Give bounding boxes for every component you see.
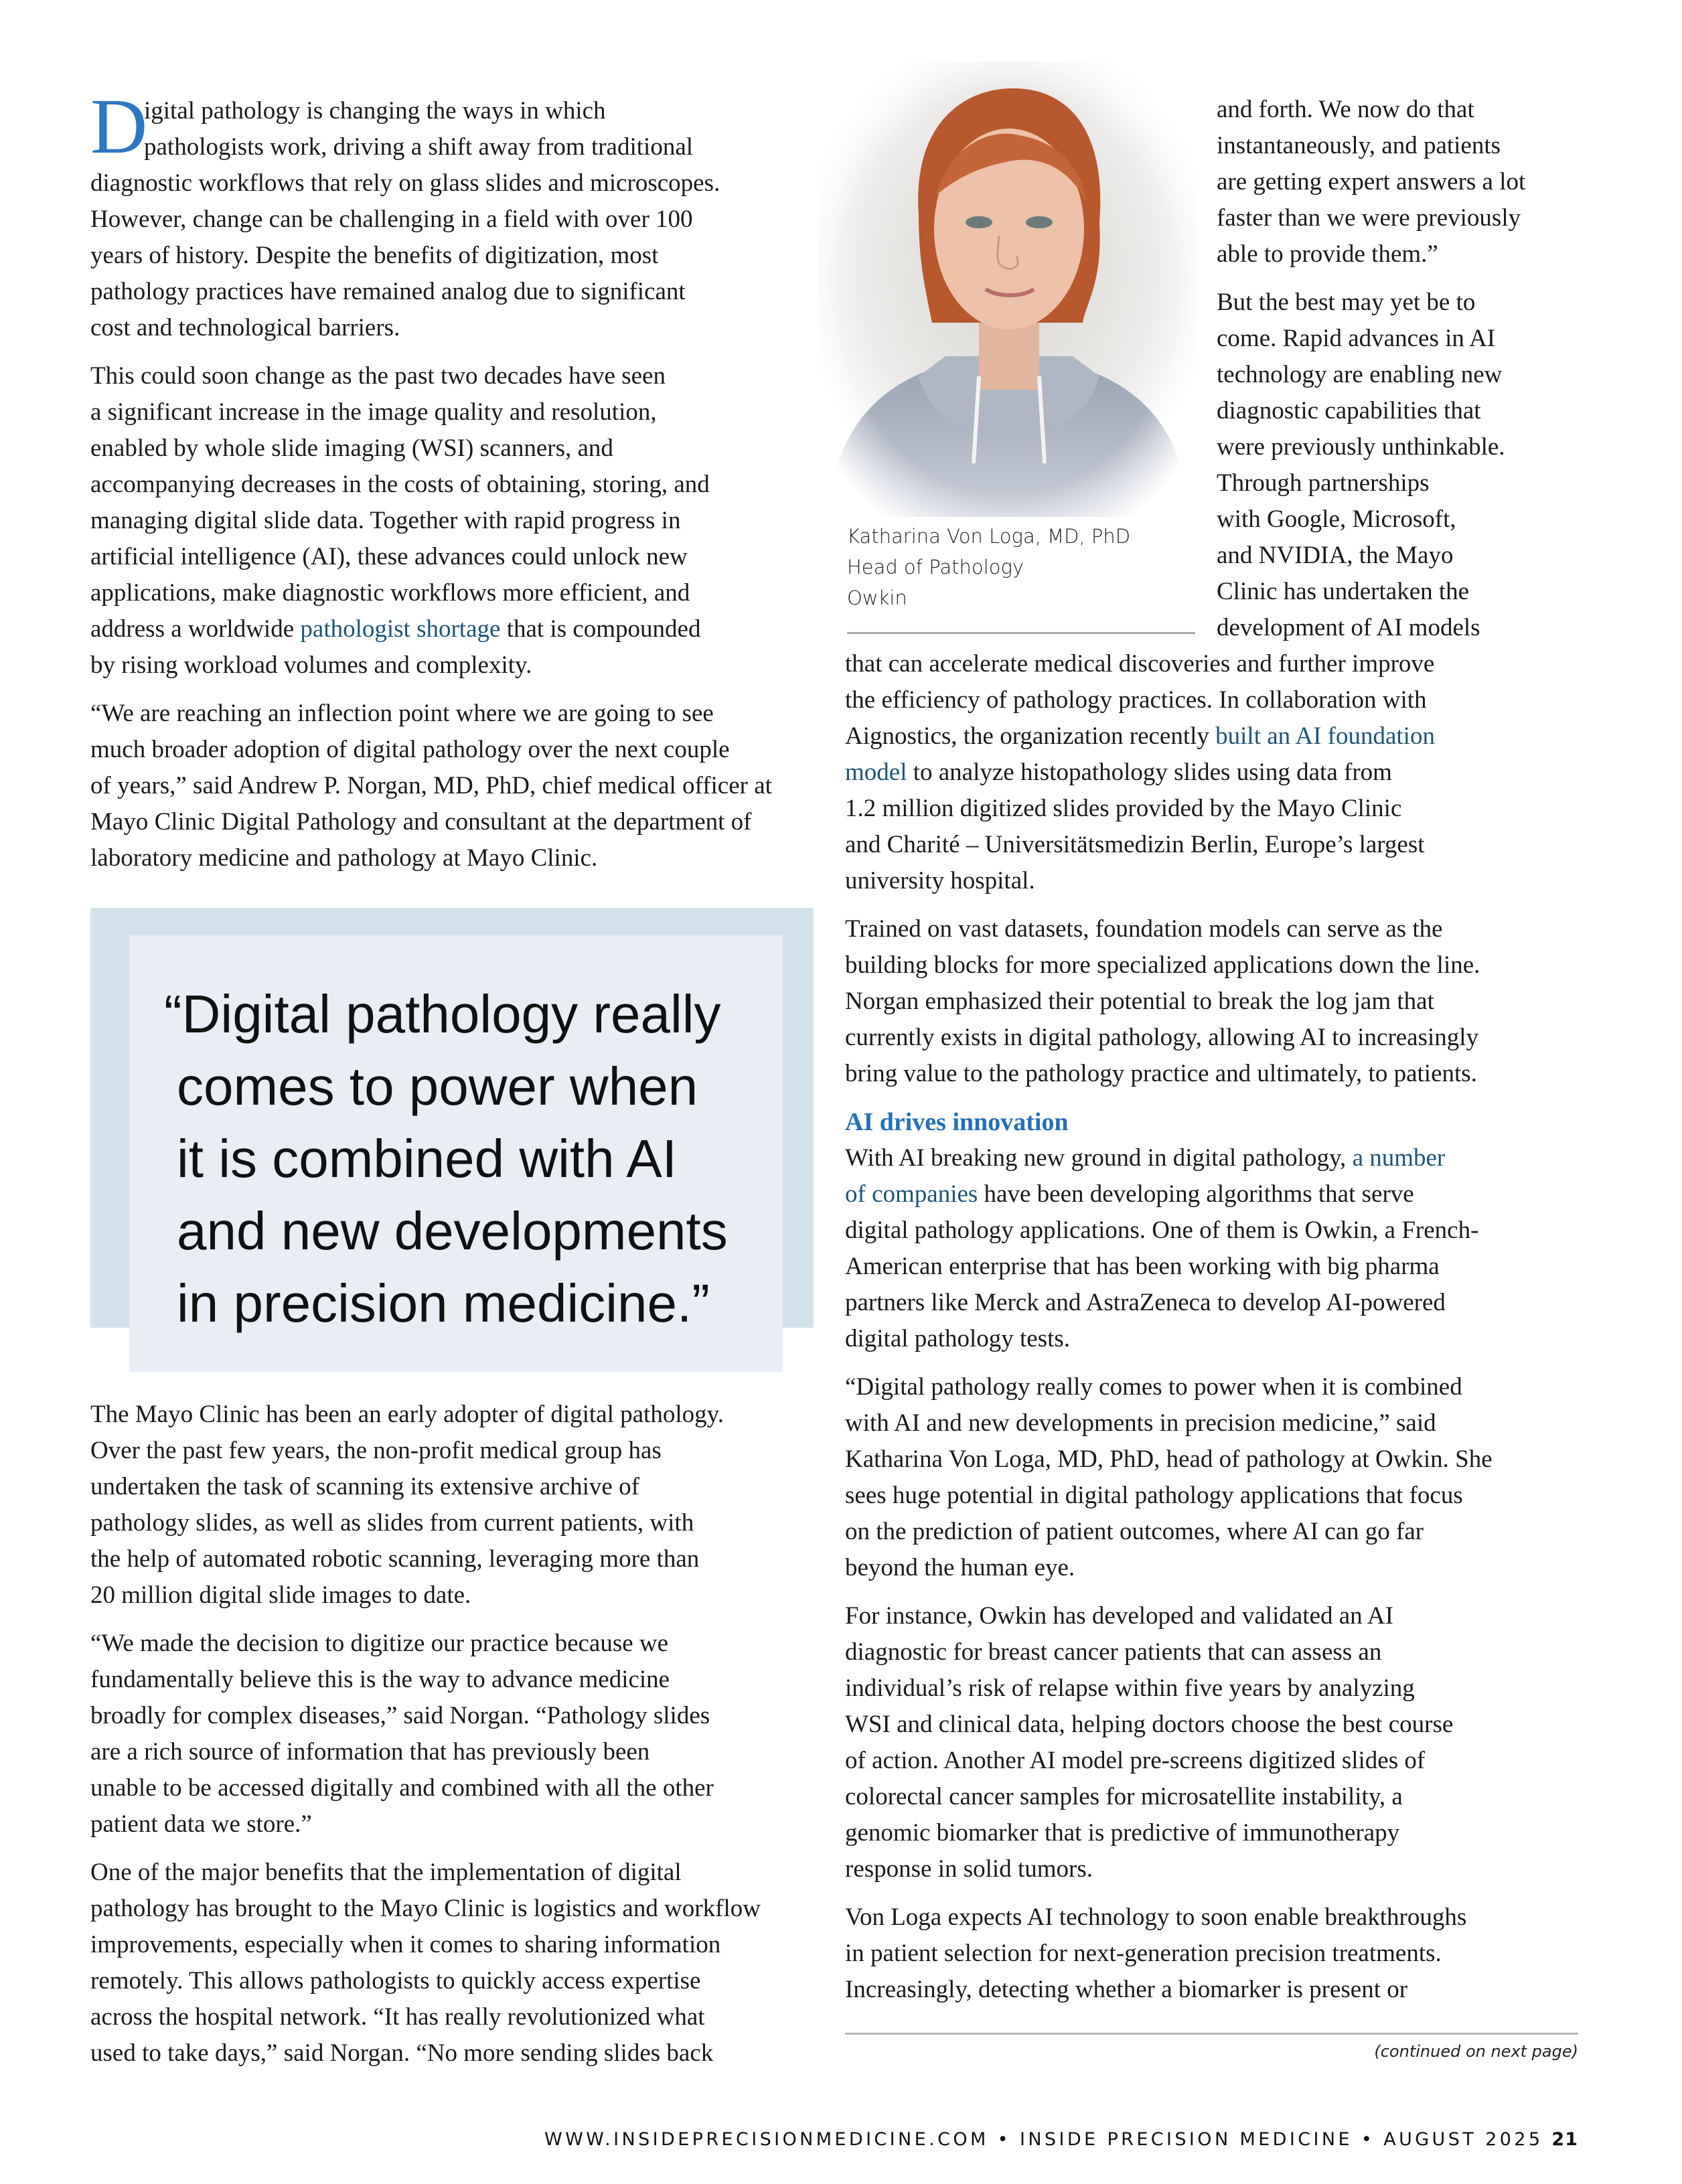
section-heading: AI drives innovation: [845, 1108, 1069, 1136]
paragraph: [90, 1397, 814, 1614]
text-line: pathology slides, as well as slides from current patients, with: [90, 1509, 694, 1537]
text-line: much broader adoption of digital pathology over the next couple: [90, 736, 730, 763]
text-line: This could soon change as the past two decades have seen: [90, 362, 666, 390]
text-segment: address a worldwide: [90, 615, 301, 643]
text-line: igital pathology is changing the ways in which: [144, 97, 606, 125]
left-column-bottom: [90, 1397, 814, 2084]
text-line: with Google, Microsoft,: [1217, 505, 1456, 533]
text-line: partners like Merck and AstraZeneca to develop AI-powered: [845, 1289, 1446, 1316]
text-line: Von Loga expects AI technology to soon enable breakthroughs: [845, 1903, 1467, 1931]
text-line: American enterprise that has been working with big pharma: [845, 1253, 1440, 1280]
text-line: genomic biomarker that is predictive of immunotherapy: [845, 1819, 1400, 1847]
text-line: instantaneously, and patients: [1217, 132, 1501, 159]
text-line: a significant increase in the image quality and resolution,: [90, 398, 657, 426]
paragraph: [90, 696, 814, 876]
text-line: Through partnerships: [1217, 469, 1430, 497]
text-line: Mayo Clinic Digital Pathology and consultant at the department of: [90, 808, 752, 836]
text-line: by rising workload volumes and complexity.: [90, 651, 532, 679]
text-line: Clinic has undertaken the: [1217, 578, 1470, 605]
text-line: [845, 1176, 1578, 1213]
text-line: with AI and new developments in precision medicine,” said: [845, 1409, 1436, 1437]
text-line: sees huge potential in digital pathology applications that focus: [845, 1482, 1463, 1509]
footer-text: WWW.INSIDEPRECISIONMEDICINE.COM • INSIDE PRECISION MEDICINE • AUGUST 2025: [544, 2129, 1543, 2150]
text-line: diagnostic for breast cancer patients that can assess an: [845, 1638, 1382, 1666]
text-line: currently exists in digital pathology, allowing AI to increasingly: [845, 1024, 1479, 1051]
text-line: used to take days,” said Norgan. “No more sending slides back: [90, 2039, 714, 2067]
text-line: response in solid tumors.: [845, 1855, 1093, 1883]
drop-cap: D: [90, 82, 148, 170]
text-segment: to analyze histopathology slides using data from: [907, 759, 1392, 786]
text-line: that can accelerate medical discoveries and further improve: [845, 650, 1435, 678]
paragraph: [845, 1369, 1578, 1586]
continued-note: (continued on next page): [1374, 2042, 1578, 2061]
text-line: laboratory medicine and pathology at Mayo Clinic.: [90, 844, 598, 872]
pull-quote-line: “Digital pathology really: [164, 984, 721, 1044]
text-line: across the hospital network. “It has really revolutionized what: [90, 2003, 705, 2031]
right-column: [845, 92, 1578, 2020]
paragraph: [90, 358, 814, 684]
inline-link[interactable]: model: [845, 759, 907, 786]
text-line: remotely. This allows pathologists to quickly access expertise: [90, 1967, 701, 1995]
text-line: [845, 718, 1578, 755]
text-line: broadly for complex diseases,” said Norgan. “Pathology slides: [90, 1702, 710, 1729]
text-line: in patient selection for next-generation precision treatments.: [845, 1940, 1442, 1967]
text-line: For instance, Owkin has developed and validated an AI: [845, 1602, 1393, 1630]
text-segment: Aignostics, the organization recently: [845, 722, 1216, 750]
text-line: digital pathology tests.: [845, 1325, 1071, 1352]
text-line: managing digital slide data. Together with rapid progress in: [90, 507, 681, 534]
text-line: and Charité – Universitätsmedizin Berlin, Europe’s largest: [845, 831, 1425, 858]
text-line: colorectal cancer samples for microsatellite instability, a: [845, 1783, 1403, 1810]
paragraph: [845, 1598, 1578, 1887]
text-line: improvements, especially when it comes to sharing information: [90, 1931, 721, 1958]
left-column-top: [90, 82, 814, 888]
text-line: accompanying decreases in the costs of obtaining, storing, and: [90, 471, 710, 498]
text-line: and forth. We now do that: [1217, 96, 1474, 123]
pull-quote-line: in precision medicine.”: [177, 1273, 710, 1333]
text-line: development of AI models: [1217, 614, 1480, 641]
text-line: pathology practices have remained analog due to significant: [90, 278, 686, 305]
text-line: fundamentally believe this is the way to advance medicine: [90, 1666, 670, 1693]
paragraph: [90, 82, 814, 346]
paragraph: [845, 911, 1578, 1092]
text-line: enabled by whole slide imaging (WSI) scanners, and: [90, 435, 613, 462]
pull-quote-line: it is combined with AI: [177, 1129, 677, 1188]
text-line: bring value to the pathology practice and ultimately, to patients.: [845, 1060, 1477, 1087]
pull-quote-line: and new developments: [177, 1201, 728, 1261]
text-line: [845, 1140, 1578, 1176]
inline-link[interactable]: pathologist shortage: [300, 615, 501, 643]
text-line: and NVIDIA, the Mayo: [1217, 542, 1454, 569]
text-line: able to provide them.”: [1217, 240, 1438, 268]
text-line: are getting expert answers a lot: [1217, 168, 1526, 196]
text-line: “We are reaching an inflection point where we are going to see: [90, 700, 714, 727]
paragraph: [845, 1140, 1578, 1357]
text-line: “We made the decision to digitize our practice because we: [90, 1630, 669, 1657]
text-line: applications, make diagnostic workflows more efficient, and: [90, 579, 690, 607]
text-line: patient data we store.”: [90, 1810, 312, 1838]
paragraph: [90, 1855, 814, 2072]
text-line: digital pathology applications. One of them is Owkin, a French-: [845, 1217, 1479, 1244]
bottom-divider: [845, 2033, 1578, 2035]
pull-quote: [164, 978, 728, 1340]
text-line: the help of automated robotic scanning, leveraging more than: [90, 1545, 700, 1573]
text-line: undertaken the task of scanning its extensive archive of: [90, 1473, 639, 1500]
text-line: of action. Another AI model pre-screens digitized slides of: [845, 1747, 1426, 1774]
text-segment: With AI breaking new ground in digital pathology,: [845, 1144, 1353, 1172]
text-line: cost and technological barriers.: [90, 314, 400, 341]
text-line: unable to be accessed digitally and combined with all the other: [90, 1774, 714, 1802]
paragraph: [845, 92, 1578, 272]
text-line: come. Rapid advances in AI: [1217, 325, 1496, 352]
pull-quote-line: comes to power when: [177, 1057, 698, 1116]
text-line: diagnostic capabilities that: [1217, 397, 1481, 424]
text-line: building blocks for more specialized applications down the line.: [845, 951, 1480, 979]
text-line: of years,” said Andrew P. Norgan, MD, PhD, chief medical officer at: [90, 772, 772, 799]
text-segment: that is compounded: [500, 615, 701, 643]
text-line: [90, 611, 814, 647]
paragraph: [845, 285, 1578, 899]
text-line: Katharina Von Loga, MD, PhD, head of pathology at Owkin. She: [845, 1446, 1493, 1473]
caption-title: Head of Pathology: [847, 556, 1024, 578]
text-line: pathology has brought to the Mayo Clinic is logistics and workflow: [90, 1895, 761, 1922]
text-line: technology are enabling new: [1217, 361, 1503, 388]
inline-link[interactable]: of companies: [845, 1180, 978, 1208]
text-line: pathologists work, driving a shift away from traditional: [144, 133, 694, 161]
text-line: “Digital pathology really comes to power when it is combined: [845, 1373, 1462, 1401]
caption-org: Owkin: [847, 587, 907, 609]
text-line: individual’s risk of relapse within five years by analyzing: [845, 1674, 1415, 1702]
text-line: But the best may yet be to: [1217, 289, 1476, 316]
text-line: beyond the human eye.: [845, 1554, 1075, 1581]
text-line: faster than we were previously: [1217, 204, 1521, 232]
text-line: The Mayo Clinic has been an early adopter of digital pathology.: [90, 1401, 724, 1428]
paragraph: [90, 1626, 814, 1843]
text-line: are a rich source of information that has previously been: [90, 1738, 650, 1766]
text-segment: have been developing algorithms that serve: [978, 1180, 1414, 1208]
text-line: diagnostic workflows that rely on glass slides and microscopes.: [90, 169, 720, 197]
text-line: [845, 755, 1578, 791]
text-line: years of history. Despite the benefits of digitization, most: [90, 242, 659, 269]
text-line: 20 million digital slide images to date.: [90, 1581, 471, 1609]
text-line: on the prediction of patient outcomes, where AI can go far: [845, 1518, 1424, 1545]
caption-name: Katharina Von Loga, MD, PhD: [847, 525, 1131, 548]
text-line: were previously unthinkable.: [1217, 433, 1505, 461]
text-line: Trained on vast datasets, foundation models can serve as the: [845, 915, 1443, 943]
paragraph: [845, 1899, 1578, 2008]
text-line: Increasingly, detecting whether a biomarker is present or: [845, 1976, 1408, 2003]
text-line: artificial intelligence (AI), these advances could unlock new: [90, 543, 688, 570]
page-footer: [544, 2129, 1578, 2150]
text-line: WSI and clinical data, helping doctors choose the best course: [845, 1711, 1454, 1738]
text-line: 1.2 million digitized slides provided by the Mayo Clinic: [845, 795, 1402, 822]
text-line: the efficiency of pathology practices. In collaboration with: [845, 686, 1427, 714]
inline-link[interactable]: built an AI foundation: [1215, 722, 1435, 750]
text-line: Over the past few years, the non-profit medical group has: [90, 1437, 662, 1464]
text-line: university hospital.: [845, 867, 1035, 894]
text-line: However, change can be challenging in a field with over 100: [90, 206, 693, 233]
inline-link[interactable]: a number: [1352, 1144, 1446, 1172]
text-line: One of the major benefits that the implementation of digital: [90, 1859, 682, 1886]
page-number: 21: [1551, 2129, 1578, 2150]
text-line: Norgan emphasized their potential to break the log jam that: [845, 988, 1434, 1015]
